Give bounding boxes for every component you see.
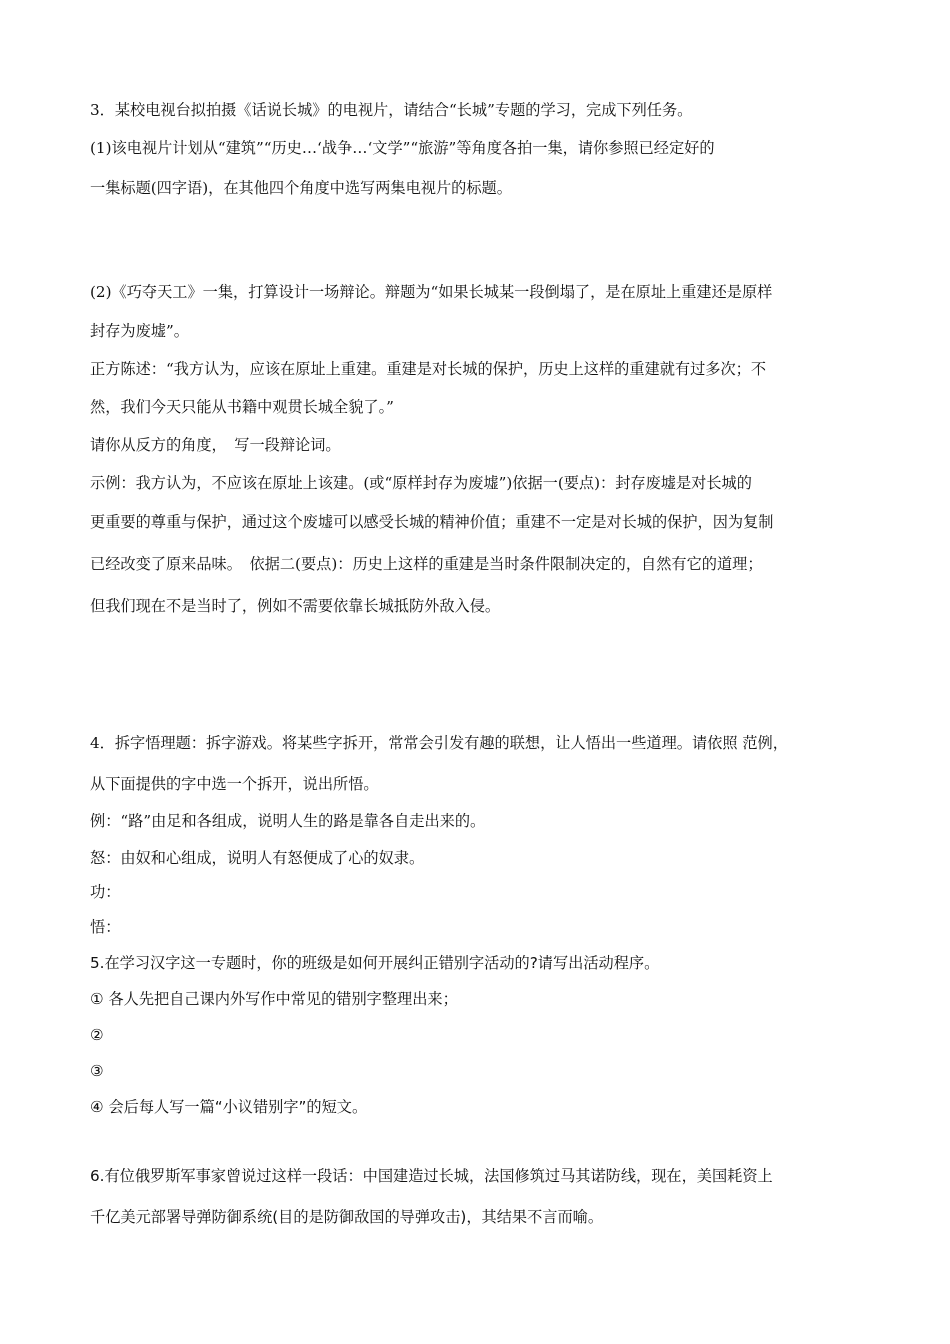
q3-example-line2: 更重要的尊重与保护，通过这个废墟可以感受长城的精神价值；重建不一定是对长城的保护，因为复制 (90, 513, 774, 531)
q5-intro: 5.在学习汉字这一专题时，你的班级是如何开展纠正错别字活动的?请写出活动程序。 (90, 954, 660, 972)
q4-nu: 怒：由奴和心组成，说明人有怒便成了心的奴隶。 (90, 849, 425, 867)
q3-part2-line2: 封存为废墟”。 (90, 322, 189, 340)
q3-example-line3: 已经改变了原来品味。 依据二(要点)：历史上这样的重建是当时条件限制决定的，自然有它的道理； (90, 555, 763, 573)
q4-example: 例：“路”由足和各组成，说明人生的路是靠各自走出来的。 (90, 812, 486, 830)
q3-part2-line1: (2)《巧夺天工》一集，打算设计一场辩论。辩题为“如果长城某一段倒塌了，是在原址上重建还是原样 (90, 283, 773, 301)
q5-step4: ④ 会后每人写一篇“小议错别字”的短文。 (90, 1098, 368, 1116)
q5-step1: ① 各人先把自己课内外写作中常见的错别字整理出来； (90, 990, 458, 1008)
q3-pro-line1: 正方陈述：“我方认为，应该在原址上重建。重建是对长城的保护，历史上这样的重建就有过多次；不 (90, 360, 767, 378)
q6-line1: 6.有位俄罗斯军事家曾说过这样一段话：中国建造过长城，法国修筑过马其诺防线，现在，美国耗资上 (90, 1167, 773, 1185)
q4-intro-line1: 4．拆字悟理题：拆字游戏。将某些字拆开，常常会引发有趣的联想，让人悟出一些道理。请依照 范例， (90, 734, 788, 752)
q3-example-line1: 示例：我方认为，不应该在原址上该建。(或“原样封存为废墟”)依据一(要点)：封存废墟是对长城的 (90, 474, 752, 492)
q4-gong: 功： (90, 883, 121, 901)
q3-intro: 3．某校电视台拟拍摄《话说长城》的电视片，请结合“长城”专题的学习，完成下列任务。 (90, 101, 693, 119)
q6-line2: 千亿美元部署导弹防御系统(目的是防御敌国的导弹攻击)，其结果不言而喻。 (90, 1208, 604, 1226)
q5-step2: ② (90, 1026, 104, 1044)
q3-part1-line2: 一集标题(四字语)，在其他四个角度中选写两集电视片的标题。 (90, 179, 512, 197)
q3-task: 请你从反方的角度， 写一段辩论词。 (90, 436, 341, 454)
q3-example-line4: 但我们现在不是当时了，例如不需要依靠长城抵防外敌入侵。 (90, 597, 501, 615)
q3-pro-line2: 然，我们今天只能从书籍中观贯长城全貌了。” (90, 398, 394, 416)
q4-wu: 悟： (90, 918, 121, 936)
q5-step3: ③ (90, 1062, 104, 1080)
q3-part1-line1: (1)该电视片计划从“建筑”“历史…‘战争…‘文学”“旅游”等角度各拍一集，请你参照已经定好的 (90, 139, 715, 157)
q4-intro-line2: 从下面提供的字中选一个拆开，说出所悟。 (90, 775, 379, 793)
